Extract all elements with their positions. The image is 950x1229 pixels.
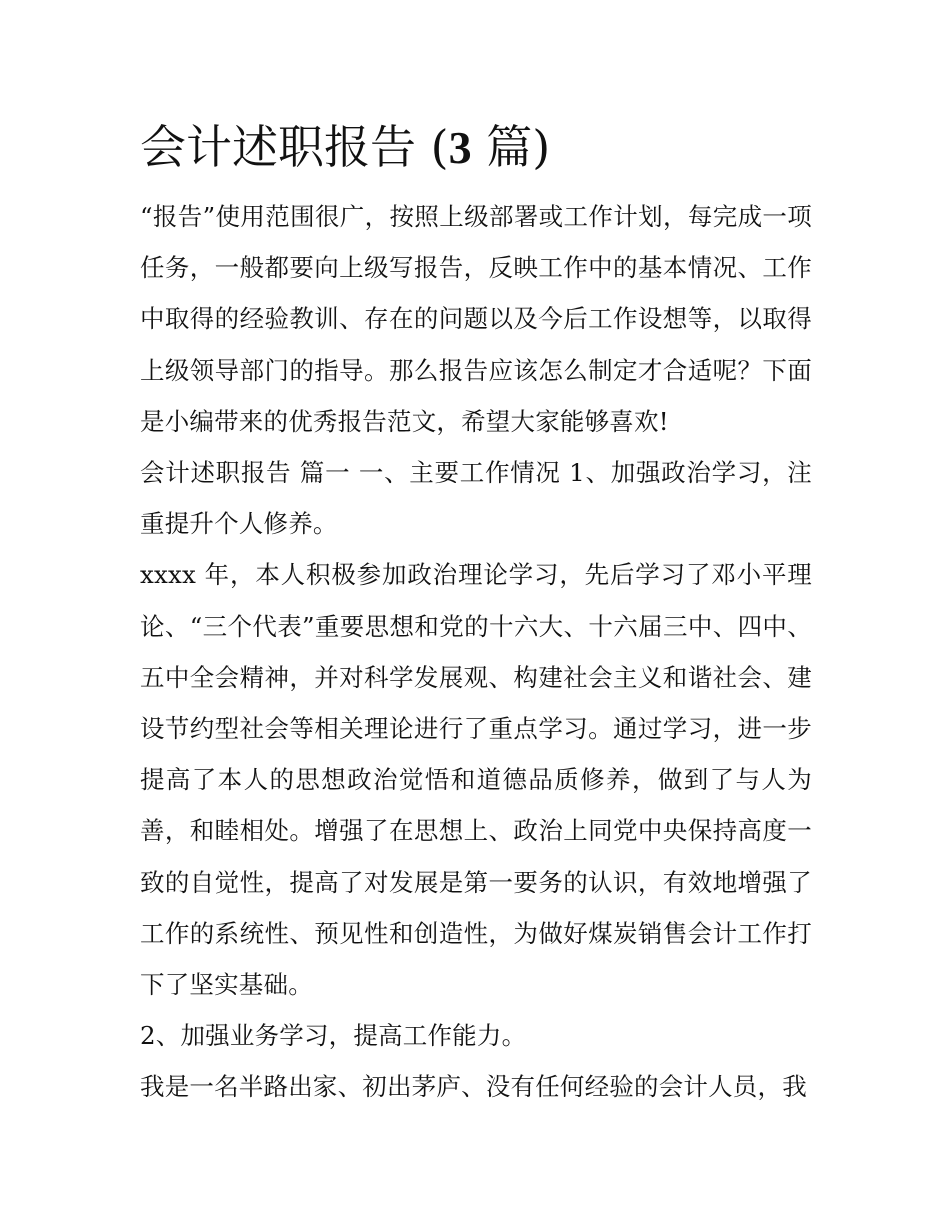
experience-paragraph: 我是一名半路出家、初出茅庐、没有任何经验的会计人员，我: [140, 1072, 807, 1102]
political-study-paragraph: xxxx 年，本人积极参加政治理论学习，先后学习了邓小平理论、“三个代表”重要思想和党的十六大、十六届三中、四中、五中全会精神，并对科学发展观、构建社会主义和谐社会、建设节约型社会等相关理论进行了重点学习。通过学习，进一步提高了本人的思想政治觉悟和道德品质修养，做到了与人为善，和睦相处。增强了在思想上、政治上同党中央保持高度一致的自觉性，提高了对发展是第一要务的认识，有效地增强了工作的系统性、预见性和创造性，为做好煤炭销售会计工作打下了坚实基础。: [140, 560, 812, 1000]
intro-paragraph: “报告”使用范围很广，按照上级部署或工作计划，每完成一项任务，一般都要向上级写报告，反映工作中的基本情况、工作中取得的经验教训、存在的问题以及今后工作设想等，以取得上级领导部门的指导。那么报告应该怎么制定才合适呢？下面是小编带来的优秀报告范文，希望大家能够喜欢!: [140, 202, 812, 436]
document-page: [140, 112, 812, 1113]
document-title: [140, 112, 812, 183]
subheading-paragraph: 2、加强业务学习，提高工作能力。: [140, 1021, 527, 1051]
title-number: 3: [448, 122, 472, 173]
section-heading-paragraph: 会计述职报告 篇一 一、主要工作情况 1、加强政治学习，注重提升个人修养。: [140, 458, 812, 539]
title-tail: 篇): [471, 120, 551, 174]
title-main: 会计述职报告 (: [140, 120, 449, 174]
